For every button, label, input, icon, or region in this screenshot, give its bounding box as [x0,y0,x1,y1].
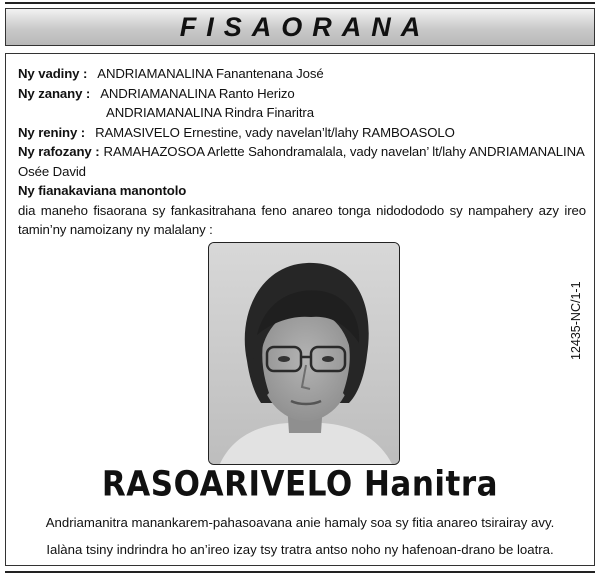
reniny-value: RAMASIVELO Ernestine, vady navelan’lt/lahy RAMBOASOLO [95,124,455,140]
notice-body [5,53,595,566]
thanks-paragraph: dia maneho fisaorana sy fankasitrahana feno anareo tonga nidodododo sy nampahery azy ireo tamin’ny namoizany ny malalany : [18,202,586,237]
reference-code: 12435-NC/1-1 [569,281,583,360]
bottom-rule [5,571,595,573]
zanany-row-2 [18,103,586,123]
vadiny-label: Ny vadiny : [18,66,88,81]
reniny-label: Ny reniny : [18,124,86,140]
deceased-name: RASOARIVELO Hanitra [101,464,499,505]
portrait-photo [208,242,400,465]
reniny-row [18,123,586,143]
header-banner [5,8,595,46]
rafozany-continuation: Osée David [18,163,86,179]
zanany-row [18,84,586,104]
zanany-value-1: ANDRIAMANALINA Ranto Herizo [100,85,295,101]
family-section [18,64,586,240]
thanks-line-1: Andriamanitra manankarem-pahasoavana anie hamaly soa sy fitia anareo tsirairay avy. [45,515,555,530]
zanany-label: Ny zanany : [18,85,91,101]
zanany-value-2: ANDRIAMANALINA Rindra Finaritra [106,105,314,120]
notice-title: FISAORANA [179,11,431,42]
rafozany-row [18,142,586,162]
top-rule [5,2,595,4]
vadiny-row [18,64,586,84]
rafozany-value: RAMAHAZOSOA Arlette Sahondramalala, vady navelan’ lt/lahy ANDRIAMANALINA [103,144,585,159]
rafozany-continuation-row [18,162,586,182]
family-heading: Ny fianakaviana manontolo [18,183,187,198]
thanks-line-2: Ialàna tsiny indrindra ho an’ireo izay tsy tratra antso noho ny hafenoan-drano be loatra. [46,542,554,557]
rafozany-label: Ny rafozany : [18,144,100,159]
vadiny-value: ANDRIAMANALINA Fanantenana José [97,66,324,81]
